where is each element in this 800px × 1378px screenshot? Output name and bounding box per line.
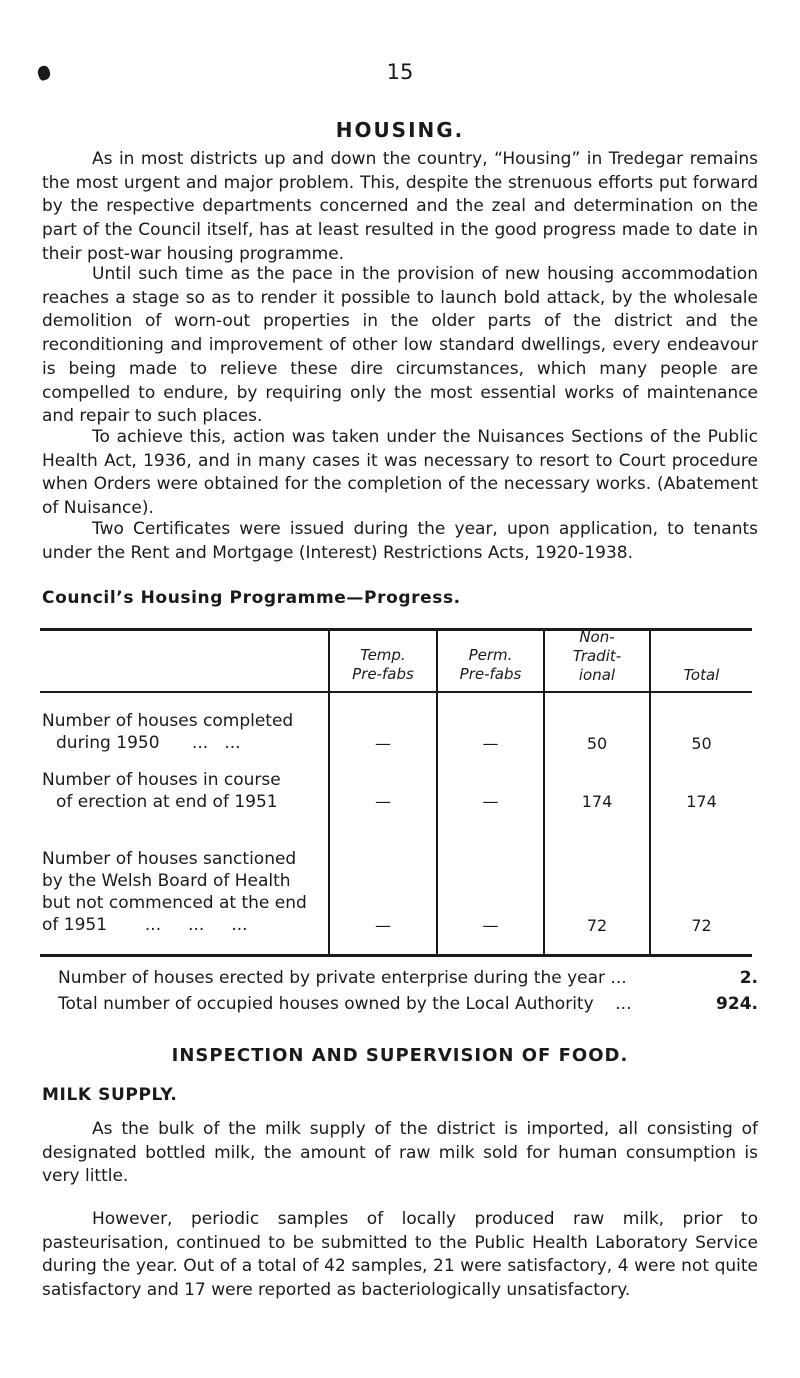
summary-text: Total number of occupied houses owned by the Local Authority ... — [58, 994, 632, 1014]
header-underline — [330, 691, 436, 693]
page-title: HOUSING. — [335, 118, 465, 142]
row-label-in-course — [42, 769, 281, 813]
summary-text: Number of houses erected by private enterprise during the year ... — [58, 968, 627, 988]
table-cell: — — [482, 916, 499, 935]
row-label-line: Number of houses sanctioned — [42, 849, 297, 869]
page-number: 15 — [386, 60, 414, 84]
paragraph-reconditioning: Until such time as the pace in the provision of new housing accommodation reaches a stage so as to render it possible to launch bold attack, by the wholesale demolition of worn-out properties in the older parts of the district and the reconditioning and improvement of other low standard dwellings, every endeavour is being made to relieve these dire circumstances, which many people are compelled to endure, by requiring only the most essential works of maintenance and repair to such places. — [42, 264, 758, 427]
food-inspection-heading: INSPECTION AND SUPERVISION OF FOOD. — [171, 1045, 629, 1066]
paragraph-intro: As in most districts up and down the country, “Housing” in Tredegar remains the most urgent and major problem. This, despite the strenuous efforts put forward by the respective departments concerned and the zeal and determination on the part of the Council itself, has at least resulted in the good progress made to date in their post-war housing programme. — [42, 149, 758, 264]
table-cell: — — [482, 792, 499, 811]
table-cell: 72 — [691, 916, 712, 935]
table-title: Council’s Housing Programme—Progress. — [42, 588, 461, 608]
table-cell: — — [375, 792, 391, 811]
summary-private-enterprise — [58, 968, 758, 988]
paragraph-milk-samples: However, periodic samples of locally produced raw milk, prior to pasteurisation, continued to be submitted to the Public Health Laboratory Service during the year. Out of a total of 42 samples, 21 were satisfactory, 4 were not quite satisfactory and 17 were reported as bacteriologically unsatisfactory. — [42, 1209, 758, 1301]
table-cell: — — [375, 916, 391, 935]
paragraph-nuisances: To achieve this, action was taken under the Nuisances Sections of the Public Health Act, 1936, and in many cases it was necessary to resort to Court procedure when Orders were obtained for the completion of the necessary works. (Abatement of Nuisance). — [42, 427, 758, 519]
table-cell: 174 — [581, 792, 613, 811]
header-underline — [40, 691, 328, 693]
column-header-perm-prefabs: Perm. Pre-fabs — [459, 646, 522, 683]
row-label-line: but not commenced at the end — [42, 893, 307, 913]
table-cell: — — [375, 734, 391, 753]
column-header-temp-prefabs: Temp. Pre-fabs — [352, 646, 414, 683]
table-cell: — — [482, 734, 499, 753]
row-label-sanctioned — [42, 848, 307, 936]
row-label-line: Number of houses in course — [42, 770, 281, 790]
table-cell: 174 — [686, 792, 717, 811]
paragraph-milk-supply: As the bulk of the milk supply of the district is imported, all consisting of designated bottled milk, the amount of raw milk sold for human consumption is very little. — [42, 1119, 758, 1187]
header-underline — [545, 691, 649, 693]
row-label-line: by the Welsh Board of Health — [42, 871, 291, 891]
row-label-line: of 1951 ... ... ... — [42, 915, 248, 935]
milk-supply-heading: MILK SUPPLY. — [42, 1085, 178, 1105]
row-label-line: of erection at end of 1951 — [56, 792, 278, 812]
summary-value: 924. — [716, 994, 758, 1014]
table-bottom-rule — [40, 954, 752, 957]
table-cell: 50 — [691, 734, 712, 753]
row-label-completed — [42, 710, 293, 754]
row-label-line: Number of houses completed — [42, 711, 294, 731]
row-label-line: during 1950 ... ... — [56, 733, 241, 753]
table-cell: 50 — [586, 734, 608, 753]
header-underline — [651, 691, 752, 693]
paragraph-certificates: Two Certificates were issued during the year, upon application, to tenants under the Rent and Mortgage (Interest) Restrictions Acts, 1920-1938. — [42, 519, 758, 563]
header-underline — [438, 691, 543, 693]
housing-programme-table — [40, 628, 752, 957]
summary-local-authority — [58, 994, 758, 1014]
summary-value: 2. — [739, 968, 758, 988]
table-cell: 72 — [586, 916, 608, 935]
column-header-total: Total — [683, 666, 720, 684]
column-header-non-traditional: Non- Tradit- ional — [572, 628, 622, 684]
